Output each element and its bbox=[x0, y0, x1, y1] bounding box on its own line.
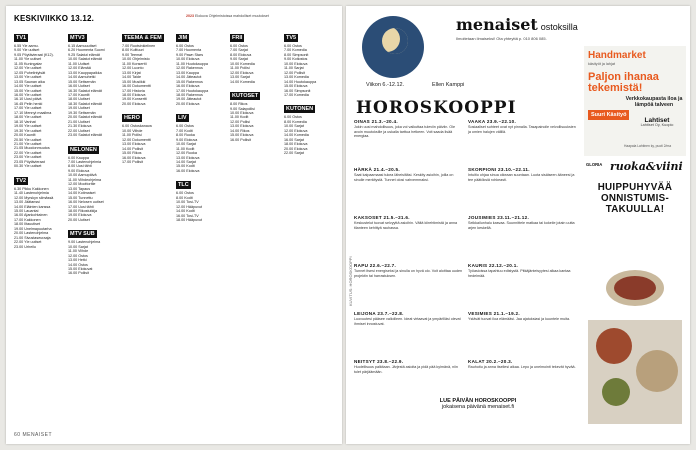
program-item: 11.40 Lastenohjelmia bbox=[14, 191, 49, 196]
program-item: 11.00 Konsertti bbox=[122, 61, 147, 66]
program-item: 14.00 Jäteautot bbox=[176, 75, 202, 80]
program-item: 20.00 Lastenohjelma bbox=[14, 231, 49, 236]
program-item: 14.00 Poliisit bbox=[122, 146, 143, 151]
sign-name: VESIMIES 21.1.–19.2. bbox=[468, 311, 520, 316]
program-item: 10.00 Aamupäivä bbox=[68, 173, 97, 178]
program-item: 17.00 Historia bbox=[122, 88, 145, 93]
program-item: 16.00 Nelosen uutiset bbox=[68, 200, 104, 205]
program-item: 18.00 Iltauutiset bbox=[14, 222, 41, 227]
program-item: 18.00 Elokuva bbox=[122, 92, 146, 97]
program-item: 6.00 Ostoskanava bbox=[122, 124, 152, 129]
program-item: 20.00 Elokuva bbox=[122, 101, 146, 106]
program-item: 15.00 Rikos bbox=[122, 151, 142, 156]
program-item: 9.00 Pawn Stars bbox=[176, 52, 204, 57]
program-item: 10.00 Elokuva bbox=[176, 57, 200, 62]
horoscope-sign bbox=[468, 168, 578, 182]
sign-text: Seikkailunhalu kasvaa. Suunnittele matkaa tai kokeile jotain uutta arjen keskellä. bbox=[468, 221, 575, 230]
ad-verkko: Verkkokaupasta iloa ja lämpöä talveen bbox=[625, 96, 683, 108]
program-item: 16.00 Tosi-TV bbox=[176, 213, 199, 218]
horoscope-sign bbox=[354, 168, 464, 182]
program-item: 22.00 Uutiset bbox=[68, 128, 90, 133]
sign-text: Jokin uusi mahdollisuus, joka voi vaikuttaa tuleviin päiviin. Ole avoin muutoksille ja uskalla tarttua hetkeen. Voit saada lisää energiaa. bbox=[354, 125, 456, 139]
program-item: 16.00 Sarjat bbox=[284, 137, 304, 142]
program-item: 13.00 Kauppa bbox=[176, 70, 199, 75]
program-item: 21.00 Uutiset bbox=[68, 119, 90, 124]
program-item: 23.05 Pöytävieraat bbox=[14, 159, 45, 164]
program-item: 7.00 Kodit bbox=[176, 128, 193, 133]
page-footer: 60 MENAISET bbox=[14, 432, 53, 438]
program-item: 11.00 Viihdeohjelma bbox=[68, 177, 102, 182]
program-item: 20.00 Uutiset bbox=[68, 217, 90, 222]
program-item: 8.00 Komedia bbox=[284, 119, 307, 124]
program-item: 6.00 Ostos bbox=[176, 124, 194, 129]
sign-name: HÄRKÄ 21.4.–20.5. bbox=[354, 167, 400, 172]
program-item: 18.10 Vanhat bbox=[14, 119, 36, 124]
program-item: 13.00 Elokuva bbox=[230, 124, 254, 129]
program-item: 19.30 Yle uutiset bbox=[14, 128, 42, 133]
sign-text: Huolellisuus palkitaan. Järjestä asioita ja pidä pää kylmänä, niin tulet pärjäämään. bbox=[354, 365, 458, 374]
sign-text: Rauhoitu ja anna itsellesi aikaa. Lepo ja unelmointi tekevät hyvää. bbox=[468, 365, 576, 370]
program-item: 10.00 Sarjat bbox=[284, 124, 304, 129]
program-item: 13.05 Saunan aika bbox=[14, 79, 45, 84]
channel-label: TEEMA & FEM bbox=[124, 35, 162, 41]
sign-name: SKORPIONI 23.10.–22.11. bbox=[468, 167, 530, 172]
read-more-title: LUE PÄIVÄN HOROSKOOPPI bbox=[439, 398, 517, 404]
program-item: 18.00 Hääpuvut bbox=[176, 218, 203, 223]
left-page bbox=[6, 6, 342, 444]
strip-text: Ohjelmistoissa mahdolliset muutokset bbox=[208, 14, 269, 18]
program-item: 7.00 Huomenta bbox=[176, 48, 202, 53]
channel-label: MTV SUB bbox=[70, 231, 95, 238]
program-item: 12.00 Poliisi bbox=[230, 119, 250, 124]
program-item: 11.00 Sarjat bbox=[284, 66, 304, 71]
program-item: 6.00 Ostos bbox=[176, 191, 194, 196]
listing-column bbox=[122, 26, 177, 424]
program-item: 14.00 Rikos bbox=[230, 128, 250, 133]
program-item: 12.00 Yle uutiset bbox=[14, 66, 42, 71]
program-item: 10.00 Tosi-TV bbox=[176, 200, 199, 205]
sign-text: Keskustelut tuovat selvyyttä asioihin. Vältä kiirehtimistä ja anna tilanteen kehittyä rauhassa. bbox=[354, 221, 458, 230]
program-item: 12.00 Poliisit bbox=[284, 70, 305, 75]
program-item: 23.00 Salatut elämät bbox=[68, 133, 102, 138]
sign-name: JOUSIMIES 23.11.–21.12. bbox=[468, 215, 530, 220]
program-item: 17.00 Uusi tähti bbox=[68, 204, 94, 209]
program-item: 6.20 Huomenta Suomi bbox=[68, 48, 105, 53]
program-item: 17.10 Mennyt maailma bbox=[14, 110, 52, 115]
read-more[interactable] bbox=[376, 398, 580, 410]
program-item: 11.00 Poliisi bbox=[122, 133, 142, 138]
program-item: 12.00 Moottoritie bbox=[68, 182, 96, 187]
program-item: 17.00 Kakkonen bbox=[14, 217, 41, 222]
program-item: 16.00 Elokuva bbox=[176, 84, 200, 89]
channel-label: TV5 bbox=[286, 35, 297, 41]
program-item: 11.05 Kuningatar bbox=[14, 61, 42, 66]
brand-sub: ostoksilla bbox=[540, 22, 578, 32]
program-item: 16.00 Yle uutiset bbox=[14, 92, 42, 97]
channel-label: NELONEN bbox=[70, 146, 97, 153]
program-item: 11.00 Poliisi bbox=[230, 66, 250, 71]
sign-name: KALAT 20.2.–20.3. bbox=[468, 359, 513, 364]
food-item bbox=[602, 378, 630, 406]
listing-column bbox=[230, 26, 285, 424]
horoscope-sign bbox=[354, 312, 464, 326]
program-item: 9.00 Kotiostos bbox=[284, 57, 308, 62]
program-item: 12.00 Ruoka bbox=[176, 151, 197, 156]
horoscope-sign bbox=[468, 216, 578, 230]
ad2-brand: ruoka&viini bbox=[610, 160, 683, 173]
strip-tag: 2023 bbox=[186, 14, 194, 18]
program-item: 15.00 Musiikki bbox=[122, 79, 146, 84]
strip-label: Elokuva bbox=[195, 14, 208, 18]
program-item: 13.00 Hetki bbox=[68, 258, 87, 263]
program-item: 8.00 Ruoka bbox=[176, 133, 195, 138]
program-item: 11.00 Viihde bbox=[68, 249, 89, 254]
program-item: 9.00 Teemat bbox=[122, 52, 143, 57]
program-item: 14.00 Kodit bbox=[176, 209, 195, 214]
horoscope-sign bbox=[354, 360, 464, 374]
program-item: 6.00 Ostos bbox=[284, 115, 302, 120]
program-item: 11.00 Uutiset bbox=[68, 61, 90, 66]
program-item: 10.00 Salatut elämät bbox=[68, 57, 102, 62]
magazine-brand bbox=[456, 15, 578, 34]
channel-label: HERO bbox=[124, 115, 140, 122]
sign-name: VAAKA 23.9.–22.10. bbox=[468, 119, 517, 124]
sign-name: RAPU 22.6.–22.7. bbox=[354, 263, 397, 268]
food-item bbox=[636, 350, 678, 392]
program-item: 22.00 Sarjat bbox=[284, 151, 304, 156]
sign-name: NEITSYT 23.8.–22.9. bbox=[354, 359, 404, 364]
channel-label: JIM bbox=[178, 35, 188, 41]
horoscope-sign bbox=[468, 264, 578, 278]
channel-label: MTV3 bbox=[70, 35, 85, 41]
moon-icon bbox=[382, 28, 408, 54]
channel-label: LIV bbox=[178, 115, 187, 122]
ad-badge: Suuri Käsityö bbox=[588, 110, 629, 120]
program-item: 9.05 Pöytävieraat (K12). bbox=[14, 52, 54, 57]
tagline: Ilmoitetaan ilmaiseksi! Ota yhteyttä p. 010 806 085. bbox=[456, 36, 547, 41]
program-item: 17.00 Poliisit bbox=[122, 159, 143, 164]
program-item: 6.15 Aamuuutiset bbox=[68, 44, 97, 48]
program-item: 14.00 Sarjat bbox=[176, 159, 196, 164]
listing-column bbox=[176, 26, 231, 424]
program-item: 12.00 Rakennus bbox=[176, 66, 203, 71]
program-item: 14.00 Yle uutiset bbox=[14, 84, 42, 89]
vertical-caption: KUVITUS: HOROSKOOPPI bbox=[348, 256, 353, 306]
program-item: 18.00 Rikostutkija bbox=[68, 208, 98, 213]
program-item: 10.00 Elokuva bbox=[230, 110, 254, 115]
program-item: 12.00 Hääpuvut bbox=[176, 204, 203, 209]
program-item: 11.00 Kodit bbox=[176, 146, 195, 151]
program-item: 14.00 Huutokauppa bbox=[284, 79, 317, 84]
program-item: 12.00 Elämää bbox=[68, 66, 91, 71]
program-item: 18.00 Elokuva bbox=[284, 142, 308, 147]
program-item: 13.00 Jäätanssi bbox=[14, 200, 40, 205]
program-item: 23.00 Urheilu bbox=[14, 244, 36, 249]
ruoka-viini-ad[interactable] bbox=[584, 160, 686, 436]
program-item: 17.00 Komedia bbox=[284, 92, 309, 97]
program-item: 8.00 Elokuva bbox=[230, 52, 252, 57]
program-item: 11.00 Yle uutiset bbox=[14, 57, 42, 62]
sign-name: LEIJONA 23.7.–22.8. bbox=[354, 311, 404, 316]
program-item: 13.00 Tapaus bbox=[68, 186, 91, 191]
program-item: 8.00 Uusi tähti bbox=[68, 164, 92, 169]
program-item: 15.00 Elokuva bbox=[284, 84, 308, 89]
horoscope-sign bbox=[354, 216, 464, 230]
program-item: 12.00 Myrskyn silmässä bbox=[14, 195, 54, 200]
sign-name: KAKSOSET 21.5.–21.6. bbox=[354, 215, 410, 220]
program-item: 21.30 Elokuva bbox=[68, 124, 92, 129]
program-item: 16.00 Elokuva bbox=[176, 168, 200, 173]
program-item: 21.00 Yle uutiset bbox=[14, 141, 42, 146]
program-item: 7.00 Komedia bbox=[284, 48, 307, 53]
program-item: 9.00 Sarjat bbox=[230, 57, 248, 62]
program-item: 17.00 Kauniit bbox=[68, 92, 90, 97]
ad-brand-sub: käsityöt ja lahjat bbox=[588, 62, 616, 66]
sign-text: Tunnet itsesi energiseksi ja sinulla on hyvä olo. Voit aloittaa uuden projektin tai harrastuksen. bbox=[354, 269, 463, 278]
channel-label: KUTONEN bbox=[286, 106, 314, 113]
program-item: 15.00 Elokuvat bbox=[68, 267, 93, 272]
tv-listings bbox=[14, 26, 336, 424]
program-item: 9.00 Yle uutiset bbox=[14, 48, 40, 53]
handmarket-ad[interactable] bbox=[584, 46, 686, 156]
horoscope-sign bbox=[354, 120, 464, 139]
program-item: 11.00 Huutokauppa bbox=[176, 61, 208, 66]
program-item: 10.00 Komedia bbox=[230, 61, 255, 66]
sign-text: Sosiaaliset suhteet ovat nyt pinnalla. Tasapainoile velvollisuuksien ja omien halujen välillä. bbox=[468, 125, 576, 134]
program-item: 13.00 Elokuva bbox=[122, 142, 146, 147]
program-item: 9.00 Elokuva bbox=[68, 168, 90, 173]
program-item: 17.00 Huutokauppa bbox=[176, 88, 209, 93]
program-item: 15.00 Seitsemän bbox=[68, 79, 96, 84]
program-item: 19.00 Elokuva bbox=[68, 213, 92, 218]
program-item: 13.00 Yle uutiset bbox=[14, 75, 42, 80]
program-item: 20.00 Kauniit bbox=[14, 133, 36, 138]
program-item: 19.00 Uutiset bbox=[68, 106, 90, 111]
shop-address: Haapala Lahtinen ky, puoti 2/ma bbox=[624, 144, 672, 148]
program-item: 18.00 Uutiset bbox=[68, 97, 90, 102]
program-item: 12.00 Elokuva bbox=[284, 128, 308, 133]
page-title: HOROSKOOPPI bbox=[356, 98, 517, 118]
program-item: 15.00 Lauantai bbox=[14, 208, 39, 213]
channel-label: KUTOSET bbox=[232, 93, 259, 100]
program-item: 13.00 Komedia bbox=[284, 75, 309, 80]
channel-label: TV2 bbox=[16, 177, 27, 184]
program-item: 12.00 Ostos bbox=[68, 253, 88, 258]
horoscope-signs bbox=[354, 120, 580, 414]
program-item: 16.00 Uutiset bbox=[68, 84, 90, 89]
program-item: 19.30 Seitsemän bbox=[68, 110, 96, 115]
program-item: 9.00 Salapoliisi bbox=[230, 106, 255, 111]
sign-text: Työasioissa tapahtuu edistystä. Pitkäjänteisyytesi alkaa kantaa hedelmää. bbox=[468, 269, 571, 278]
program-item: 6.00 Ostos bbox=[284, 44, 302, 48]
program-item: 19.00 Unelmapuutarha bbox=[14, 226, 52, 231]
program-item: 15.00 Rakennus bbox=[176, 79, 203, 84]
program-item: 10.00 Sarjat bbox=[68, 244, 88, 249]
program-item: 14.00 Komedia bbox=[230, 79, 255, 84]
horoscope-sign bbox=[468, 312, 578, 322]
program-item: 21.00 Sivustaseuraaja bbox=[14, 235, 51, 240]
program-item: 18.30 Salatut elämät bbox=[68, 101, 102, 106]
ad-publisher: GLORIA bbox=[586, 162, 603, 167]
horoscope-sign bbox=[354, 264, 464, 278]
program-item: 16.00 Dokumentti bbox=[122, 84, 151, 89]
program-item: 19.00 Jäteautot bbox=[176, 97, 202, 102]
program-item: 8.00 Kulttuuri bbox=[122, 48, 144, 53]
program-item: 20.00 Elokuva bbox=[176, 101, 200, 106]
ad-column bbox=[584, 46, 686, 436]
listing-column bbox=[68, 26, 123, 424]
brand-name: menaiset bbox=[456, 15, 538, 34]
program-item: 7.00 Sarjat bbox=[230, 48, 248, 53]
program-item: 13.00 Sarjat bbox=[230, 75, 250, 80]
sign-name: KAURIS 22.12.–20.1. bbox=[468, 263, 519, 268]
program-item: 17.00 Yle uutiset bbox=[14, 106, 42, 111]
channel-label: TLC bbox=[178, 182, 189, 189]
program-item: 10.00 Elokuva bbox=[284, 61, 308, 66]
program-item: 21.05 Muodonmuutos bbox=[14, 146, 50, 151]
program-item: 10.00 Viihde bbox=[122, 128, 143, 133]
program-item: 16.00 Simpsonit bbox=[284, 88, 311, 93]
program-item: 6.00 Ostos bbox=[230, 44, 248, 48]
read-more-link[interactable]: jokaisena päivänä menaiset.fi bbox=[441, 404, 515, 410]
program-item: 14.00 Komedia bbox=[284, 133, 309, 138]
program-item: 6.00 Ostos bbox=[176, 44, 194, 48]
program-item: 14.00 Taide bbox=[122, 75, 141, 80]
sign-text: Ystävät tuovat iloa elämääsi. Jaa ajatuksiasi ja kuuntele muita. bbox=[468, 317, 571, 322]
program-item: 14.00 Kotimaiset bbox=[68, 191, 96, 196]
program-item: 15.00 Elokuva bbox=[230, 133, 254, 138]
program-item: 8.00 Kodit bbox=[176, 195, 193, 200]
program-item: 16.00 Poliisit bbox=[230, 137, 251, 142]
program-item: 16.45 Pelin henki bbox=[14, 101, 43, 106]
right-page bbox=[346, 6, 690, 444]
program-item: 22.00 Yle uutiset bbox=[14, 240, 42, 245]
program-item: 9.25 Salatut elämät bbox=[68, 52, 100, 57]
program-item: 22.00 Yle uutiset bbox=[14, 150, 42, 155]
horoscope-sign bbox=[468, 360, 578, 370]
ad-brand: Handmarket bbox=[588, 50, 646, 61]
program-item: 6.30 Pikku Kakkonen bbox=[14, 186, 49, 191]
program-item: 7.00 Ruotsinkielinen bbox=[122, 44, 156, 48]
program-item: 8.00 Simpsonit bbox=[284, 52, 309, 57]
program-item: 16.00 Elokuva bbox=[122, 155, 146, 160]
program-item: 16.10 Uusi päivä bbox=[14, 97, 42, 102]
program-item: 18.00 Rakennus bbox=[176, 92, 203, 97]
program-item: 12.00 Luonto bbox=[122, 66, 144, 71]
sign-text: Intuitio ohjaa sinua oikeaan suuntaan. Luota sisäiseen ääneesi ja tee päätöksiä rohkeasti. bbox=[468, 173, 575, 182]
weekday-heading: KESKIVIIKKO 13.12. bbox=[14, 14, 95, 23]
author-name: Ellen Kamppi bbox=[432, 82, 465, 88]
program-item: 7.00 Lastenohjelmia bbox=[68, 159, 102, 164]
program-item: 16.00 Ajankohtainen bbox=[14, 213, 48, 218]
channel-label: FRII bbox=[232, 35, 243, 41]
program-item: 15.00 Yle uutiset bbox=[14, 88, 42, 93]
ad-headline: Paljon ihanaa tekemistä! bbox=[588, 71, 659, 94]
food-item bbox=[596, 328, 632, 364]
food-dish-image bbox=[614, 276, 656, 300]
program-item: 11.00 Kodit bbox=[230, 115, 249, 120]
program-item: 15.00 Kodit bbox=[176, 164, 195, 169]
sign-name: OINAS 21.3.–20.4. bbox=[354, 119, 398, 124]
channel-label: TV1 bbox=[16, 35, 27, 41]
program-item: 13.00 Elokuva bbox=[176, 155, 200, 160]
program-item: 10.00 Sarjat bbox=[176, 142, 196, 147]
program-item: 9.00 Elokuva bbox=[176, 137, 198, 142]
shop-name: Lahtiset bbox=[644, 117, 670, 124]
program-item: 20.00 Elokuva bbox=[284, 146, 308, 151]
sign-text: Luovuutesi pääsee valloilleen. Ideat virtaavat ja ympärilläsi olevat ihmiset innostuvat. bbox=[354, 317, 461, 326]
program-item: 19.00 Konsertti bbox=[122, 97, 147, 102]
program-item: 12.00 Elokuva bbox=[230, 70, 254, 75]
header-strip bbox=[186, 14, 336, 18]
program-item: 15.00 Tunnettu bbox=[68, 195, 93, 200]
program-item: 8.00 Rikos bbox=[230, 102, 248, 107]
program-item: 10.00 Ohjelmisto bbox=[122, 57, 150, 62]
program-item: 13.00 Kauppapaikka bbox=[68, 70, 102, 75]
program-item: 00.30 Yle uutiset bbox=[14, 164, 42, 169]
program-item: 14.00 Eläinten kanssa bbox=[14, 204, 51, 209]
week-label: Viikon 6.-12.12. bbox=[366, 82, 405, 88]
program-item: 16.30 Salatut elämät bbox=[68, 88, 102, 93]
program-item: 12.05 Puhelintylsät bbox=[14, 70, 46, 75]
program-item: 13.00 Kirjat bbox=[122, 70, 141, 75]
ad-shop bbox=[630, 118, 684, 128]
program-item: 20.00 Salatut elämät bbox=[68, 115, 102, 120]
program-item: 23.00 Yle uutiset bbox=[14, 155, 42, 160]
ad2-headline: HUIPPUHYVÄÄ ONNISTUMIS-TAKUULLA! bbox=[597, 182, 673, 215]
horoscope-sign bbox=[468, 120, 578, 134]
program-item: 12.00 Dokumentti bbox=[122, 137, 151, 142]
sign-text: Saat kaipaamaasi tukea läheisiltäsi. Keskity asioihin, joilla on sinulle merkitystä. Tunnet olosi vahvemmaksi. bbox=[354, 173, 454, 182]
program-item: 19.00 Yle uutiset bbox=[14, 124, 42, 129]
shop-location: Lahtiset Oy, Kuopio bbox=[640, 123, 674, 127]
program-item: 14.00 Ostos bbox=[68, 262, 88, 267]
listing-column bbox=[284, 26, 339, 424]
program-item: 20.50 Yle uutiset bbox=[14, 137, 42, 142]
program-item: 14.00 Aamuhetki bbox=[68, 75, 96, 80]
program-item: 18.00 Yle uutiset bbox=[14, 115, 42, 120]
program-item: 16.00 Poliisit bbox=[68, 271, 89, 276]
program-item: 6.55 Yle aamu. bbox=[14, 44, 39, 48]
food-photo bbox=[588, 320, 682, 424]
program-item: 9.00 Lastenohjelma bbox=[68, 240, 101, 245]
listing-column bbox=[14, 26, 69, 424]
program-item: 6.00 Kauppa bbox=[68, 155, 89, 160]
